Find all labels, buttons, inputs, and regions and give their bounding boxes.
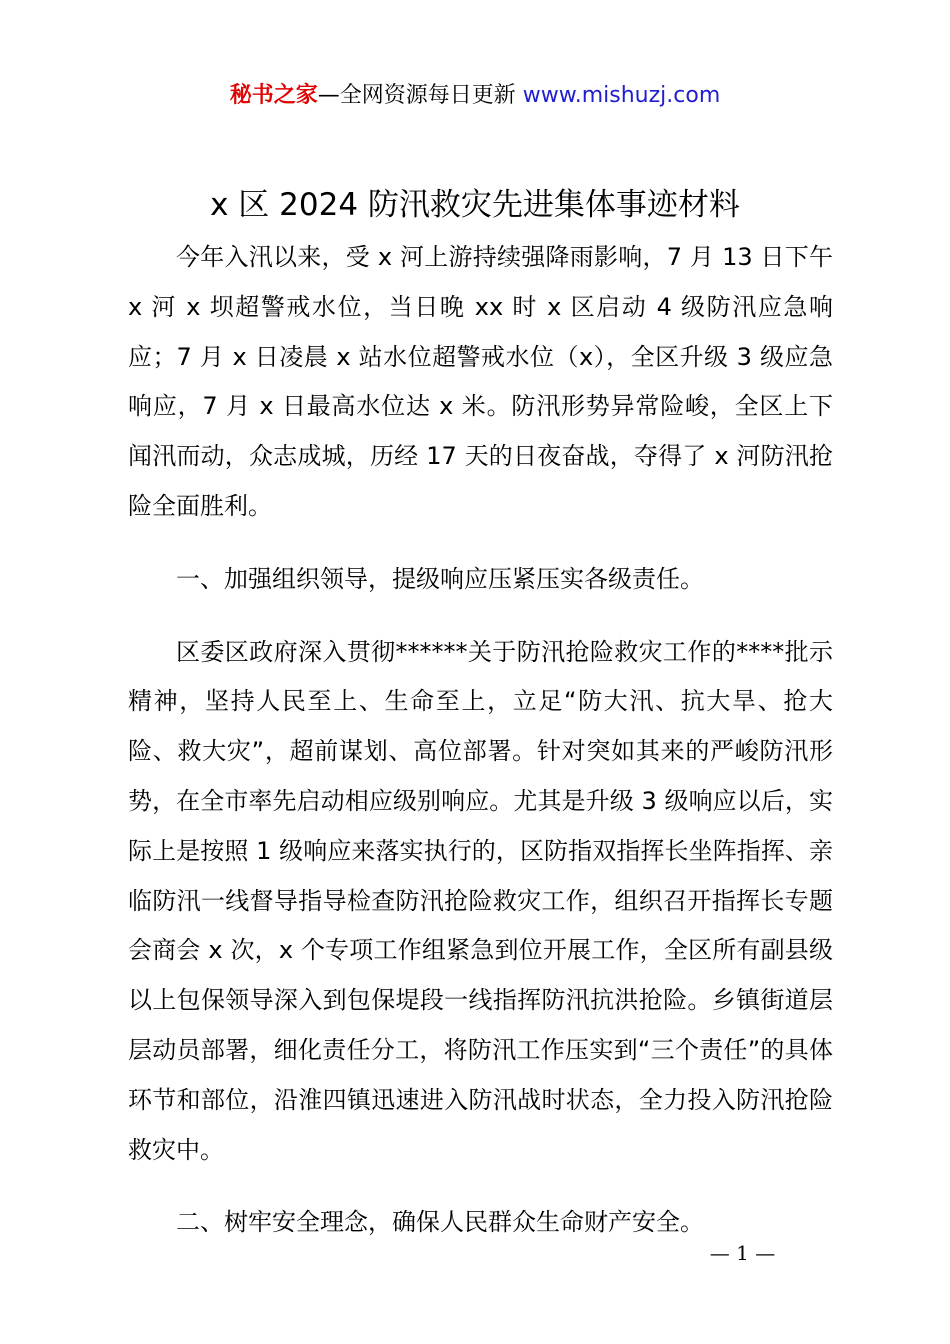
section-heading-1: 一、加强组织领导，提级响应压紧压实各级责任。 (176, 564, 704, 593)
site-brand: 秘书之家 (229, 83, 318, 108)
document-body (128, 233, 833, 1248)
site-url[interactable]: www.mishuzj.com (522, 83, 721, 108)
site-tagline: —全网资源每日更新 (317, 83, 523, 108)
section-heading-2: 二、树牢安全理念，确保人民群众生命财产安全。 (176, 1208, 704, 1237)
intro-paragraph: 今年入汛以来，受 x 河上游持续强降雨影响，7 月 13 日下午 x 河 x 坝超警戒水位，当日晚 xx 时 x 区启动 4 级防汛应急响应；7 月 x 日凌晨 x 站水位超警戒水位（x），全区升级 3 级应急响应，7 月 x 日最高水位达 x 米。防汛形势异常险峻，全区上下闻汛而动，众志成城，历经 17 天的日夜奋战，夺得了 x 河防汛抢险全面胜利。 (128, 243, 833, 520)
site-banner (0, 80, 950, 112)
document-title: x 区 2024 防汛救灾先进集体事迹材料 (210, 187, 740, 223)
page-number: — 1 — (709, 1241, 776, 1265)
section-1-paragraph: 区委区政府深入贯彻******关于防汛抢险救灾工作的****批示精神，坚持人民至上、生命至上，立足“防大汛、抗大旱、抢大险、救大灾”，超前谋划、高位部署。针对突如其来的严峻防汛形势，在全市率先启动相应级别响应。尤其是升级 3 级响应以后，实际上是按照 1 级响应来落实执行的，区防指双指挥长坐阵指挥、亲临防汛一线督导指导检查防汛抢险救灾工作，组织召开指挥长专题会商会 x 次，x 个专项工作组紧急到位开展工作，全区所有副县级以上包保领导深入到包保堤段一线指挥防汛抗洪抢险。乡镇街道层层动员部署，细化责任分工，将防汛工作压实到“三个责任”的具体环节和部位，沿淮四镇迅速进入防汛战时状态，全力投入防汛抢险救灾中。 (128, 637, 833, 1164)
